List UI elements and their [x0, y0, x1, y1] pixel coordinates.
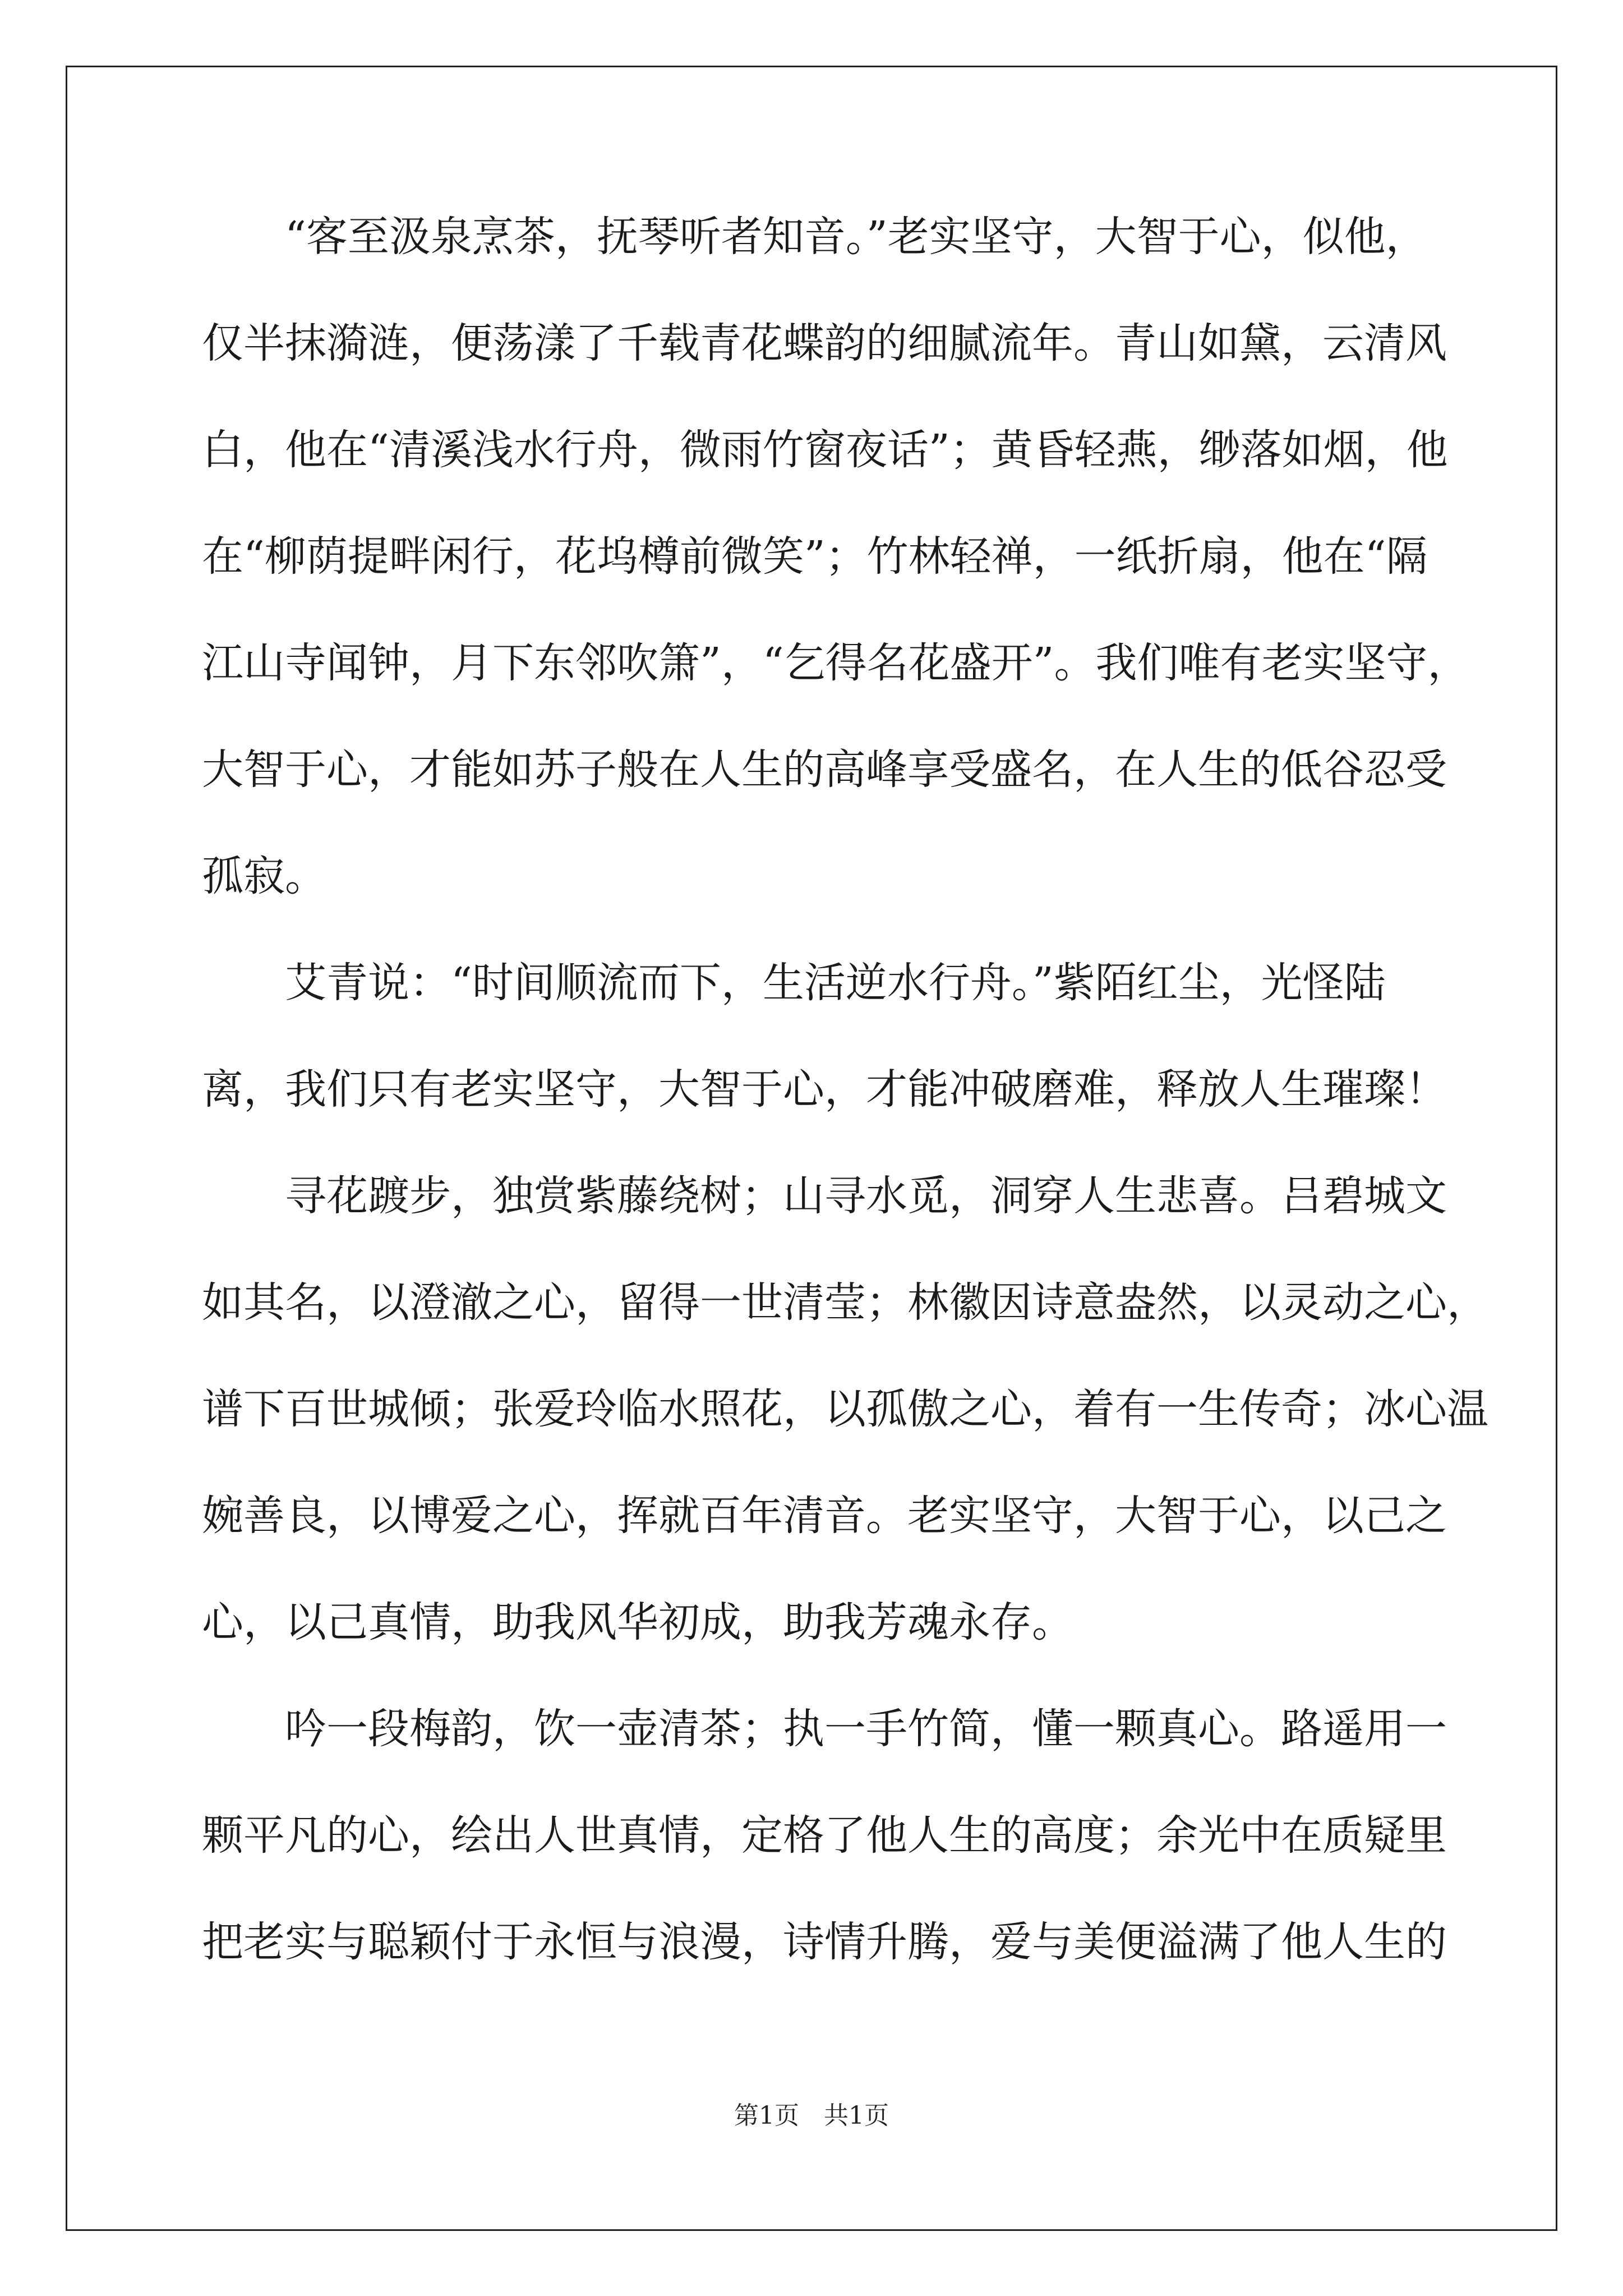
text-line: 把老实与聪颖付于永恒与浪漫，诗情升腾，爱与美便溢满了他人生的	[202, 1918, 1447, 1966]
text-line: 白，他在“清溪浅水行舟，微雨竹窗夜话”；黄昏轻燕，缈落如烟，他	[202, 426, 1448, 474]
text-line: 大智于心，才能如苏子般在人生的高峰享受盛名，在人生的低谷忍受	[202, 746, 1447, 794]
document-body	[202, 213, 1488, 2028]
text-line: 吟一段梅韵，饮一壶清茶；执一手竹简，懂一颗真心。路遥用一	[285, 1705, 1447, 1753]
text-line: 颗平凡的心，绘出人世真情，定格了他人生的高度；余光中在质疑里	[202, 1811, 1447, 1860]
text-line: 心，以己真情，助我风华初成，助我芳魂永存。	[202, 1598, 1073, 1646]
page-footer: 第1页 共1页	[734, 2101, 889, 2130]
text-line: 江山寺闻钟，月下东邻吹箫”，“乞得名花盛开”。我们唯有老实坚守，	[202, 639, 1469, 687]
text-line: 如其名，以澄澈之心，留得一世清莹；林徽因诗意盎然，以灵动之心，	[202, 1278, 1488, 1327]
text-line: 仅半抹漪涟，便荡漾了千载青花蝶韵的细腻流年。青山如黛，云清风	[202, 319, 1447, 367]
text-line: 孤寂。	[202, 852, 326, 900]
text-line: 寻花踱步，独赏紫藤绕树；山寻水觅，洞穿人生悲喜。吕碧城文	[285, 1172, 1447, 1220]
text-line: 离，我们只有老实坚守，大智于心，才能冲破磨难，释放人生璀璨！	[202, 1065, 1447, 1114]
text-line: 在“柳荫提畔闲行，花坞樽前微笑”；竹林轻禅，一纸折扇，他在“隔	[202, 532, 1428, 581]
text-line: 婉善良，以博爱之心，挥就百年清音。老实坚守，大智于心，以己之	[202, 1492, 1447, 1540]
text-line: 谱下百世城倾；张爱玲临水照花，以孤傲之心，着有一生传奇；冰心温	[202, 1385, 1488, 1433]
text-line: 艾青说：“时间顺流而下，生活逆水行舟。”紫陌红尘，光怪陆	[285, 959, 1386, 1007]
text-line: “客至汲泉烹茶，抚琴听者知音。”老实坚守，大智于心，似他，	[285, 213, 1427, 261]
